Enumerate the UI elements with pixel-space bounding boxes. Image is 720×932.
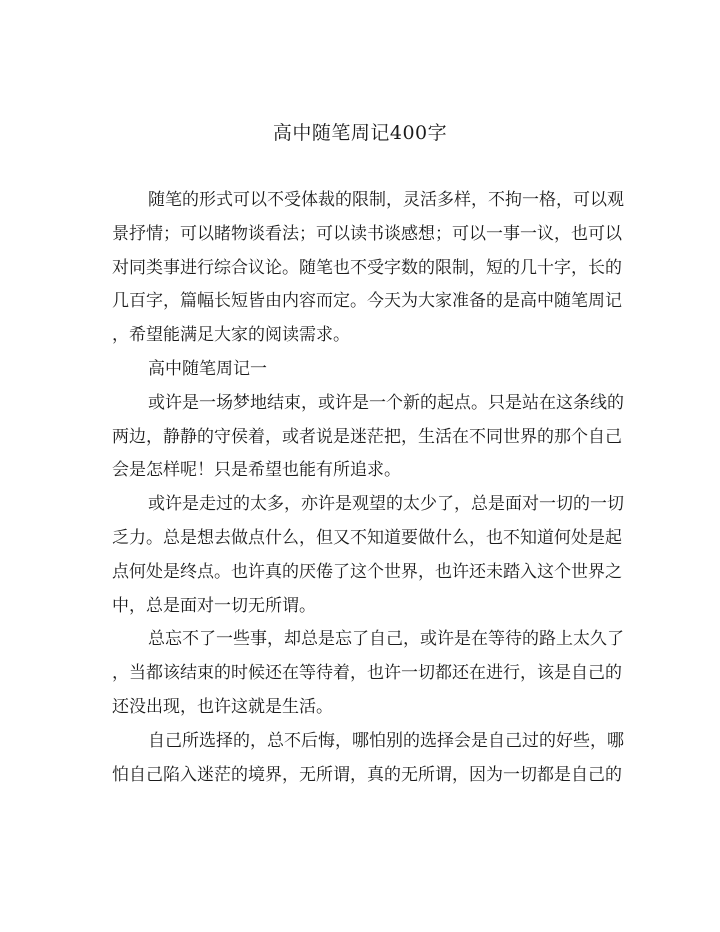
paragraph-line: 怕自己陷入迷茫的境界，无所谓，真的无所谓，因为一切都是自己的 bbox=[112, 764, 622, 785]
paragraph-line: ，希望能满足大家的阅读需求。 bbox=[112, 325, 350, 346]
paragraph-line: ，当都该结束的时候还在等待着，也许一切都还在进行，该是自己的 bbox=[112, 663, 622, 684]
paragraph-line: 两边，静静的守侯着，或者说是迷茫把，生活在不同世界的那个自己 bbox=[112, 426, 622, 447]
paragraph-line: 景抒情；可以睹物谈看法；可以读书谈感想；可以一事一议，也可以 bbox=[112, 223, 622, 244]
paragraph-line: 或许是走过的太多，亦许是观望的太少了，总是面对一切的一切 bbox=[148, 494, 624, 515]
paragraph-line: 总忘不了一些事，却总是忘了自己，或许是在等待的路上太久了 bbox=[148, 629, 624, 650]
paragraph-line: 还没出现，也许这就是生活。 bbox=[112, 696, 333, 717]
paragraph-line: 几百字，篇幅长短皆由内容而定。今天为大家准备的是高中随笔周记 bbox=[112, 291, 622, 312]
section-heading: 高中随笔周记一 bbox=[148, 358, 267, 379]
paragraph-line: 随笔的形式可以不受体裁的限制，灵活多样，不拘一格，可以观 bbox=[148, 190, 624, 210]
paragraph-line: 会是怎样呢！只是希望也能有所追求。 bbox=[112, 460, 401, 481]
paragraph-line: 对同类事进行综合议论。随笔也不受字数的限制，短的几十字，长的 bbox=[112, 257, 622, 278]
document-body bbox=[112, 188, 624, 796]
paragraph-line: 或许是一场梦地结束，或许是一个新的起点。只是站在这条线的 bbox=[148, 392, 624, 413]
paragraph-line: 乏力。总是想去做点什么，但又不知道要做什么，也不知道何处是起 bbox=[112, 527, 622, 548]
paragraph-line: 中，总是面对一切无所谓。 bbox=[112, 595, 316, 616]
paragraph-line: 自己所选择的，总不后悔，哪怕别的选择会是自己过的好些，哪 bbox=[148, 730, 624, 751]
paragraph-line: 点何处是终点。也许真的厌倦了这个世界，也许还未踏入这个世界之 bbox=[112, 561, 622, 582]
document-title: 高中随笔周记400字 bbox=[272, 122, 448, 144]
